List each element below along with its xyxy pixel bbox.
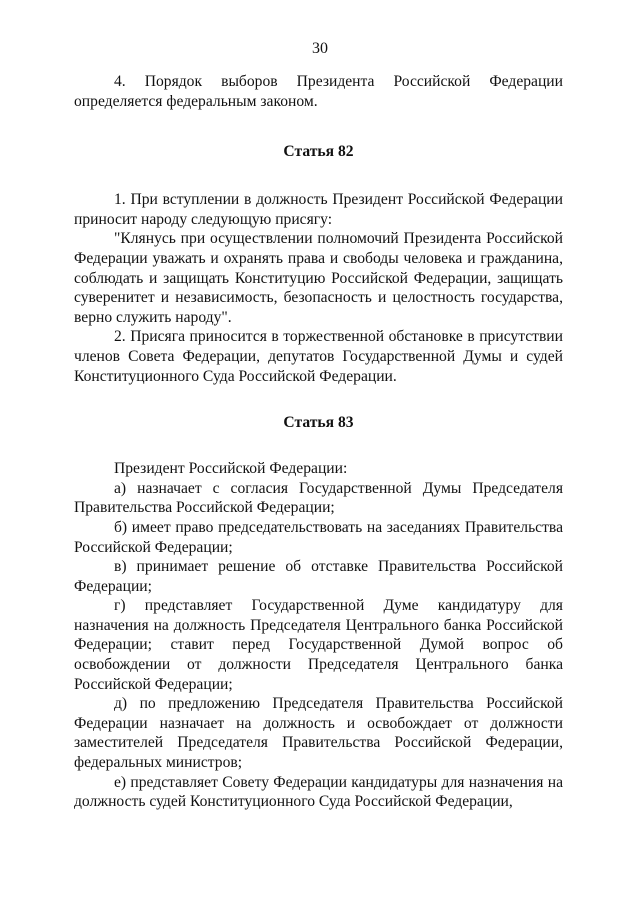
article-82-heading: Статья 82: [283, 143, 354, 161]
article-83-intro: Президент Российской Федерации:: [114, 460, 348, 478]
article-83-item-v: в) принимает решение об отставке Правительства Российской Федерации;: [74, 558, 563, 595]
article-82-oath-text: "Клянусь при осуществлении полномочий Президента Российской Федерации уважать и охранять права и свободы человека и гражданина, соблюдать и защищать Конституцию Российской Федерации, защищать суверенитет и независимость, безопасность и целостность государства, верно служить народу".: [74, 230, 563, 326]
article-83-item-a: а) назначает с согласия Государственной Думы Председателя Правительства Российской Федерации;: [74, 479, 563, 517]
article-82-paragraph-2: 2. Присяга приносится в торжественной обстановке в присутствии членов Совета Федерации, депутатов Государственной Думы и судей Конституционного Суда Российской Федерации.: [74, 328, 563, 385]
article-82-paragraph-1: 1. При вступлении в должность Президент Российской Федерации приносит народу следующую присягу:: [74, 191, 563, 228]
document-body: [74, 72, 563, 812]
article-83-heading: Статья 83: [283, 414, 354, 432]
article-83-item-e: е) представляет Совету Федерации кандидатуры для назначения на должность судей Конституционного Суда Российской Федерации,: [74, 773, 563, 811]
article-83-item-g: г) представляет Государственной Думе кандидатуру для назначения на должность Председателя Центрального банка Российской Федерации; ставит перед Государственной Думой вопрос об освобождении от должности Председателя Центрального банка Российской Федерации;: [74, 597, 563, 693]
article-83-item-b: б) имеет право председательствовать на заседаниях Правительства Российской Федерации;: [74, 518, 563, 556]
page-number: 30: [312, 40, 328, 57]
paragraph-election-procedure: 4. Порядок выборов Президента Российской Федерации определяется федеральным законом.: [74, 73, 563, 110]
article-83-item-d: д) по предложению Председателя Правительства Российской Федерации назначает на должность и освобождает от должности заместителей Председателя Правительства Российской Федерации, федеральных министров;: [74, 695, 563, 772]
